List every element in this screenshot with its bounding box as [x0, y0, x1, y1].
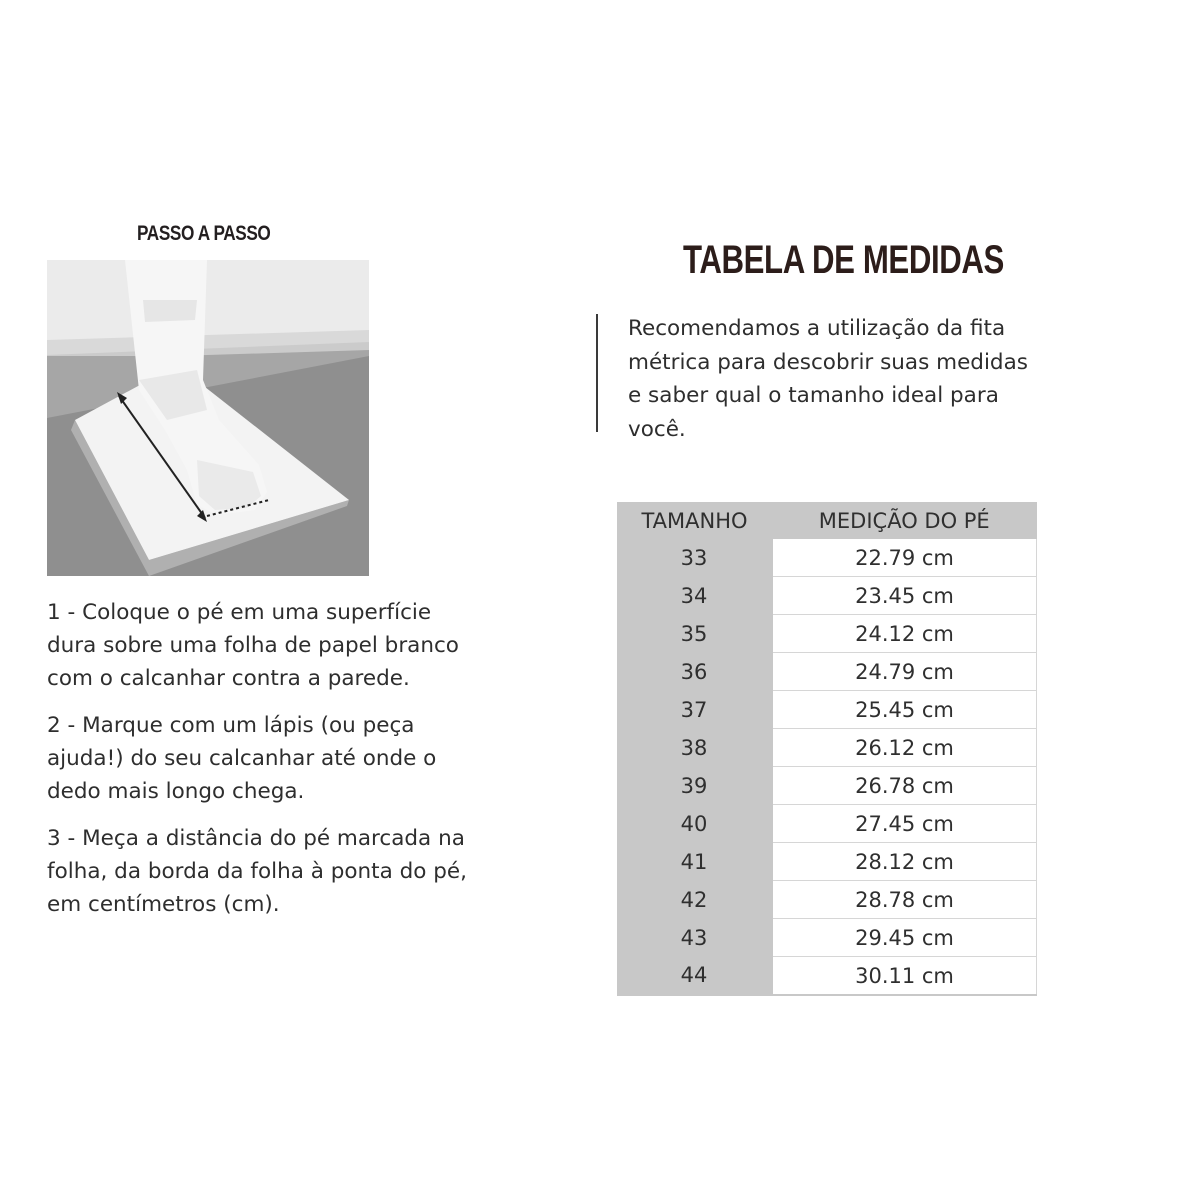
size-cell: 35: [617, 615, 772, 653]
table-row: [617, 653, 1037, 691]
foot-measurement-photo: [47, 260, 369, 576]
size-cell: 41: [617, 843, 772, 881]
step-3-text: 3 - Meça a distância do pé marcada na folha, da borda da folha à ponta do pé, em centímetros (cm).: [47, 826, 467, 917]
measurement-cell: 26.78 cm: [772, 767, 1037, 805]
step-1-text: 1 - Coloque o pé em uma superfície dura sobre uma folha de papel branco com o calcanhar contra a parede.: [47, 600, 459, 691]
measurement-cell: 24.79 cm: [772, 653, 1037, 691]
table-row: [617, 729, 1037, 767]
measurement-cell: 27.45 cm: [772, 805, 1037, 843]
size-cell: 42: [617, 881, 772, 919]
size-cell: 38: [617, 729, 772, 767]
size-cell: 33: [617, 539, 772, 577]
table-row: [617, 919, 1037, 957]
size-chart-table: [617, 502, 1037, 996]
step-by-step-title: PASSO A PASSO: [137, 222, 271, 245]
table-row: [617, 615, 1037, 653]
step-2-text: 2 - Marque com um lápis (ou peça ajuda!) do seu calcanhar até onde o dedo mais longo chega.: [47, 713, 437, 804]
size-chart-intro: Recomendamos a utilização da fita métrica para descobrir suas medidas e saber qual o tamanho ideal para você.: [628, 316, 1028, 442]
table-header-row: [617, 502, 1037, 539]
measurement-cell: 26.12 cm: [772, 729, 1037, 767]
measurement-cell: 25.45 cm: [772, 691, 1037, 729]
measurement-cell: 29.45 cm: [772, 919, 1037, 957]
table-row: [617, 577, 1037, 615]
table-row: [617, 691, 1037, 729]
table-row: [617, 843, 1037, 881]
table-row: [617, 881, 1037, 919]
measurement-cell: 24.12 cm: [772, 615, 1037, 653]
measurement-cell: 22.79 cm: [772, 539, 1037, 577]
size-chart-title: TABELA DE MEDIDAS: [683, 238, 1004, 282]
column-header-measurement: MEDIÇÃO DO PÉ: [772, 502, 1037, 539]
size-cell: 34: [617, 577, 772, 615]
intro-divider: [596, 314, 598, 432]
measurement-cell: 28.78 cm: [772, 881, 1037, 919]
table-row: [617, 957, 1037, 996]
column-header-size: TAMANHO: [617, 502, 772, 539]
size-cell: 44: [617, 957, 772, 996]
table-row: [617, 767, 1037, 805]
measurement-cell: 28.12 cm: [772, 843, 1037, 881]
size-cell: 36: [617, 653, 772, 691]
size-cell: 37: [617, 691, 772, 729]
size-cell: 40: [617, 805, 772, 843]
table-row: [617, 539, 1037, 577]
step-instructions: [47, 596, 467, 935]
measurement-cell: 23.45 cm: [772, 577, 1037, 615]
size-cell: 39: [617, 767, 772, 805]
size-cell: 43: [617, 919, 772, 957]
measurement-cell: 30.11 cm: [772, 957, 1037, 996]
table-row: [617, 805, 1037, 843]
